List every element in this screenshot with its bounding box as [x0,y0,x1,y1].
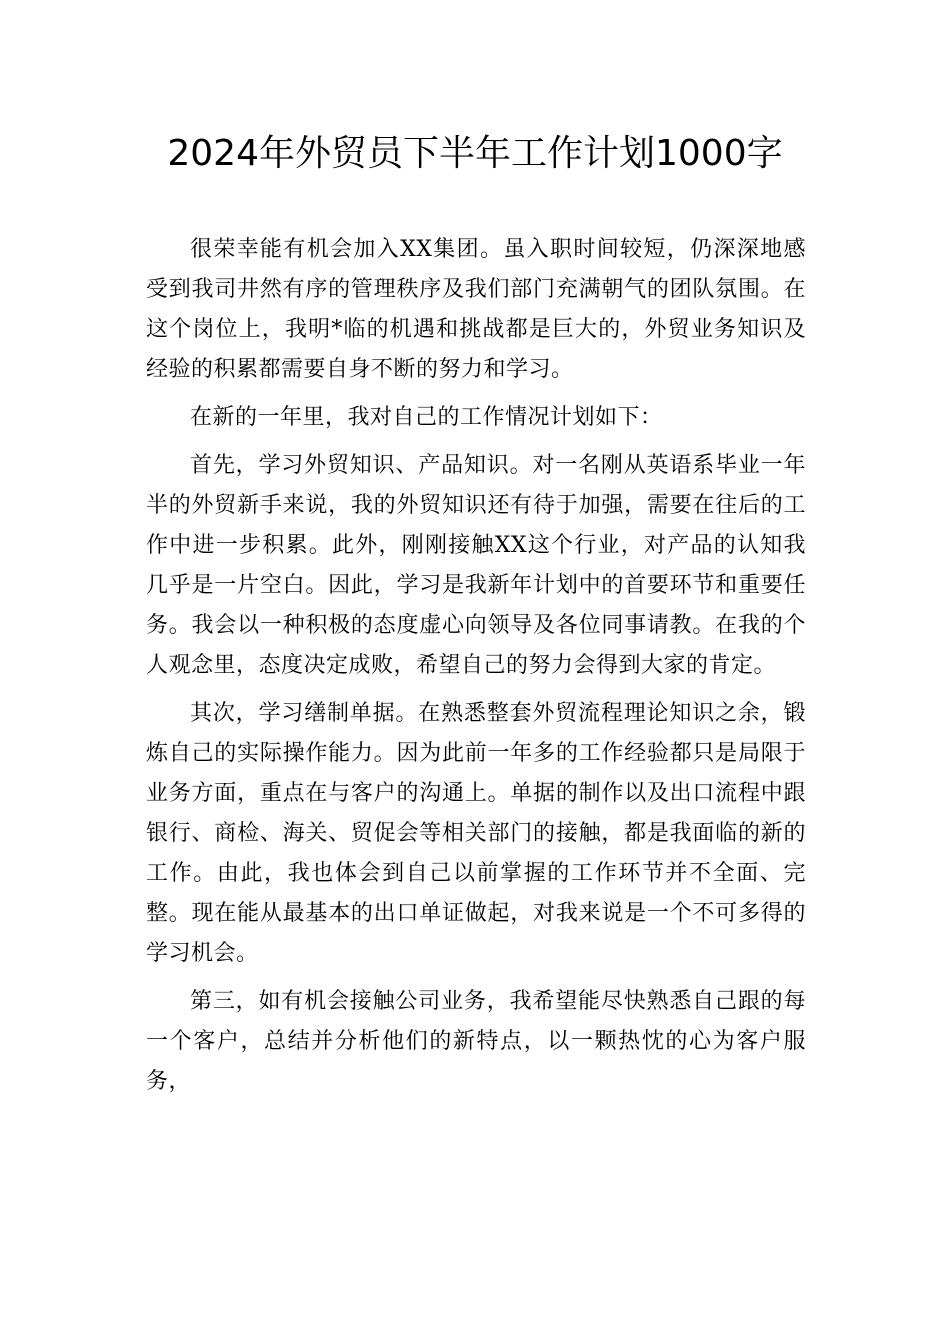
paragraph-intro: 很荣幸能有机会加入XX集团。虽入职时间较短，仍深深地感受到我司井然有序的管理秩序及我们部门充满朝气的团队氛围。在这个岗位上，我明*临的机遇和挑战都是巨大的，外贸业务知识及经验的积累都需要自身不断的努力和学习。 [146,237,806,382]
document-title: 2024年外贸员下半年工作计划1000字 [167,133,783,174]
paragraph-second-point: 其次，学习缮制单据。在熟悉整套外贸流程理论知识之余，锻炼自己的实际操作能力。因为此前一年多的工作经验都只是局限于业务方面，重点在与客户的沟通上。单据的制作以及出口流程中跟银行、商检、海关、贸促会等相关部门的接触，都是我面临的新的工作。由此，我也体会到自己以前掌握的工作环节并不全面、完整。现在能从最基本的出口单证做起，对我来说是一个不可多得的学习机会。 [146,701,806,966]
paragraph-plan-lead: 在新的一年里，我对自己的工作情况计划如下： [190,405,663,430]
paragraph-first-point: 首先，学习外贸知识、产品知识。对一名刚从英语系毕业一年半的外贸新手来说，我的外贸知识还有待于加强，需要在往后的工作中进一步积累。此外，刚刚接触XX这个行业，对产品的认知我几乎是一片空白。因此，学习是我新年计划中的首要环节和重要任务。我会以一种积极的态度虚心向领导及各位同事请教。在我的个人观念里，态度决定成败，希望自己的努力会得到大家的肯定。 [146,453,806,678]
document-body [146,230,806,1110]
paragraph-third-point: 第三，如有机会接触公司业务，我希望能尽快熟悉自己跟的每一个客户，总结并分析他们的新特点，以一颗热忱的心为客户服务， [146,989,806,1094]
